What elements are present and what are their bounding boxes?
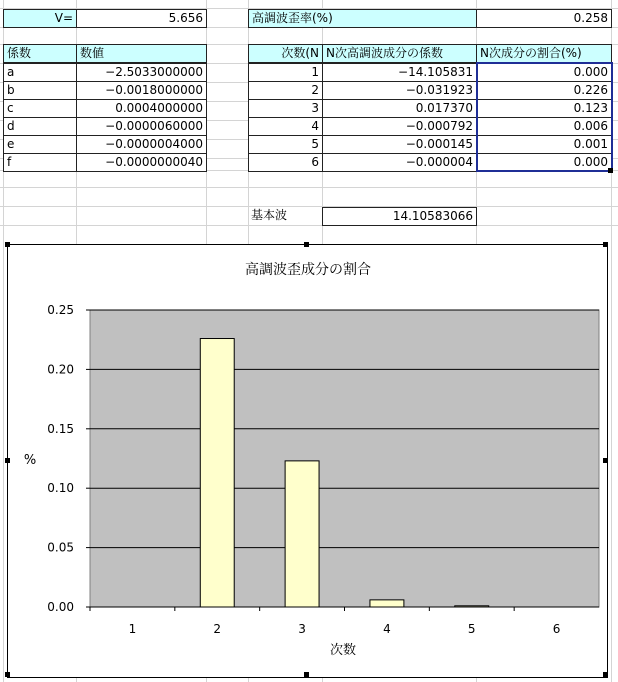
coef-value-cell[interactable]: −0.0000060000 <box>76 117 207 136</box>
harm-ratio-cell[interactable]: 0.006 <box>476 117 612 136</box>
thd-value-cell[interactable]: 0.258 <box>476 9 612 28</box>
coef-header-name[interactable]: 係数 <box>3 44 77 63</box>
x-axis-ticks <box>90 607 599 636</box>
harm-ratio-cell[interactable]: 0.226 <box>476 81 612 100</box>
harm-coef-cell[interactable]: −0.000792 <box>322 117 477 136</box>
y-tick-label: 0.15 <box>47 421 74 436</box>
harm-coef-cell[interactable]: −0.000004 <box>322 153 477 172</box>
y-tick-label: 0.25 <box>47 303 74 317</box>
coef-value-cell[interactable]: −0.0000000040 <box>76 153 207 172</box>
x-axis-label: 次数 <box>329 643 357 658</box>
x-tick-label: 3 <box>298 622 306 636</box>
coef-name-cell[interactable]: e <box>3 135 77 154</box>
v-value-cell[interactable]: 5.656 <box>76 9 207 28</box>
coef-name-cell[interactable]: b <box>3 81 77 100</box>
harm-order-cell[interactable]: 4 <box>248 117 323 136</box>
bar-3[interactable] <box>285 461 319 607</box>
selection-range <box>476 62 613 172</box>
y-tick-label: 0.05 <box>47 540 74 555</box>
harm-ratio-cell[interactable]: 0.001 <box>476 135 612 154</box>
y-tick-label: 0.10 <box>47 481 74 496</box>
harm-header-order[interactable]: 次数(N <box>248 44 323 63</box>
chart-resize-handle-ml[interactable] <box>5 458 10 463</box>
coef-name-cell[interactable]: a <box>3 63 77 82</box>
plot-area <box>90 310 599 607</box>
harm-header-coef[interactable]: N次高調波成分の係数 <box>322 44 477 63</box>
x-tick-label: 5 <box>467 622 476 636</box>
harm-order-cell[interactable]: 2 <box>248 81 323 100</box>
chart-title: 高調波歪成分の割合 <box>245 262 371 278</box>
coef-name-cell[interactable]: f <box>3 153 77 172</box>
harm-order-cell[interactable]: 6 <box>248 153 323 172</box>
harm-order-cell[interactable]: 1 <box>248 63 323 82</box>
harm-ratio-cell[interactable]: 0.123 <box>476 99 612 118</box>
x-tick-label: 1 <box>128 622 137 636</box>
coef-value-cell[interactable]: −2.5033000000 <box>76 63 207 82</box>
coef-value-cell[interactable]: −0.0018000000 <box>76 81 207 100</box>
harm-ratio-cell[interactable]: 0.000 <box>476 153 612 172</box>
y-axis-ticks <box>47 303 90 614</box>
chart-resize-handle-bc[interactable] <box>304 672 309 677</box>
coef-name-cell[interactable]: c <box>3 99 77 118</box>
chart-canvas <box>8 245 609 679</box>
v-label-cell[interactable]: V= <box>3 9 77 28</box>
chart-resize-handle-tl[interactable] <box>5 242 10 247</box>
coef-header-value[interactable]: 数値 <box>76 44 207 63</box>
x-tick-label: 4 <box>383 622 391 636</box>
thd-label-cell[interactable]: 高調波歪率(%) <box>248 9 477 28</box>
harm-coef-cell[interactable]: −14.105831 <box>322 63 477 82</box>
chart-resize-handle-bl[interactable] <box>5 672 10 677</box>
harm-coef-cell[interactable]: −0.031923 <box>322 81 477 100</box>
chart-resize-handle-tr[interactable] <box>603 242 608 247</box>
x-tick-label: 6 <box>552 622 561 636</box>
harm-order-cell[interactable]: 3 <box>248 99 323 118</box>
y-tick-label: 0.00 <box>47 600 74 614</box>
x-tick-label: 2 <box>213 622 222 636</box>
y-tick-label: 0.20 <box>47 362 74 377</box>
harm-order-cell[interactable]: 5 <box>248 135 323 154</box>
bar-4[interactable] <box>370 600 404 607</box>
harm-header-ratio[interactable]: N次成分の割合(%) <box>476 44 612 63</box>
chart-resize-handle-br[interactable] <box>603 672 608 677</box>
coef-value-cell[interactable]: 0.0004000000 <box>76 99 207 118</box>
fill-handle[interactable] <box>608 168 613 173</box>
coef-value-cell[interactable]: −0.0000004000 <box>76 135 207 154</box>
chart-resize-handle-mr[interactable] <box>603 458 608 463</box>
y-axis-label: % <box>23 453 37 468</box>
fundamental-value-cell[interactable]: 14.10583066 <box>322 207 477 226</box>
embedded-chart[interactable] <box>7 244 608 678</box>
fundamental-label-cell[interactable]: 基本波 <box>251 208 288 222</box>
chart-resize-handle-tc[interactable] <box>304 242 309 247</box>
bar-2[interactable] <box>200 339 234 607</box>
harm-coef-cell[interactable]: 0.017370 <box>322 99 477 118</box>
coef-name-cell[interactable]: d <box>3 117 77 136</box>
harm-coef-cell[interactable]: −0.000145 <box>322 135 477 154</box>
harm-ratio-cell[interactable]: 0.000 <box>476 63 612 82</box>
